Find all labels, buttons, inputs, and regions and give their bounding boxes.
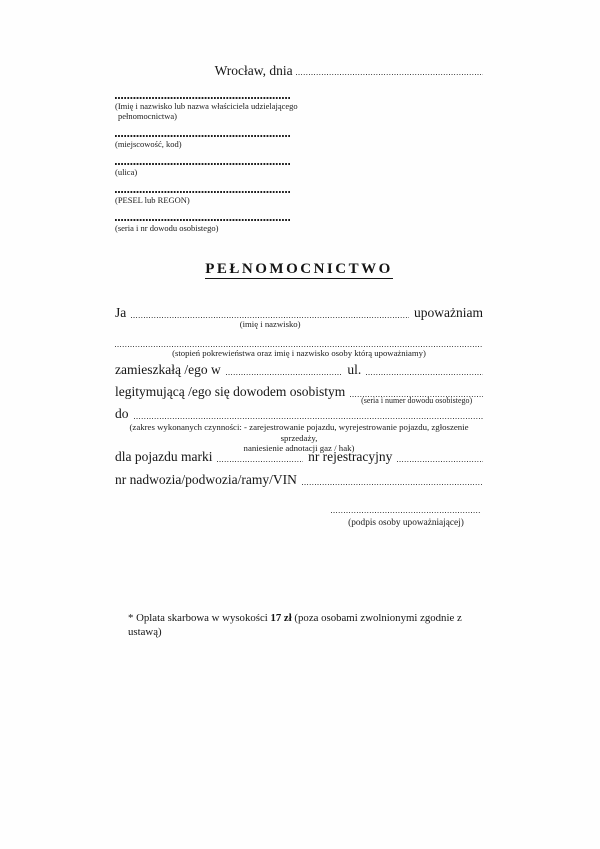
grantor-name-inline-fill bbox=[131, 316, 409, 329]
residence-street-fill bbox=[366, 373, 483, 375]
scope-prefix: do bbox=[115, 406, 129, 421]
signature-hint: (podpis osoby upoważniającej) bbox=[348, 518, 464, 528]
vehicle-line bbox=[115, 447, 483, 466]
stamp-duty-amount: 17 zł bbox=[270, 612, 292, 624]
city-postcode-field bbox=[115, 135, 483, 149]
date-line bbox=[115, 0, 483, 79]
city-postcode-fill-line bbox=[115, 135, 290, 137]
pesel-regon-field bbox=[115, 191, 483, 205]
grantor-name-field bbox=[115, 97, 483, 121]
signature-block bbox=[331, 511, 481, 529]
pesel-regon-label: (PESEL lub REGON) bbox=[115, 195, 190, 205]
id-card-field bbox=[115, 219, 483, 233]
signature-fill-line bbox=[331, 511, 481, 513]
identity-hint: (seria i numer dowodu osobistego) bbox=[361, 396, 473, 405]
stamp-duty-prefix: * Oplata skarbowa w wysokości bbox=[128, 612, 271, 624]
identity-prefix: legitymującą /ego się dowodem osobistym bbox=[115, 384, 346, 399]
vehicle-make-prefix: dla pojazdu marki bbox=[115, 449, 213, 464]
residence-city-fill bbox=[226, 373, 343, 375]
scope-hint-line1: (zakres wykonanych czynności: - zarejestrowanie pojazdu, wyrejestrowanie pojazdu, zgłoszenie sprzedaży, bbox=[129, 422, 469, 443]
vin-prefix: nr nadwozia/podwozia/ramy/VIN bbox=[115, 472, 297, 487]
vin-line bbox=[115, 470, 483, 489]
grantor-prefix: Ja bbox=[115, 305, 127, 320]
grantor-name-fill-line bbox=[115, 97, 290, 99]
scope-line bbox=[115, 404, 483, 453]
residence-prefix: zamieszkałą /ego w bbox=[115, 362, 221, 377]
stamp-duty-note bbox=[128, 611, 483, 639]
vin-fill bbox=[302, 483, 483, 485]
grantor-name-hint: (imię i nazwisko) bbox=[239, 319, 301, 329]
stamp-duty-suffix: (poza osobami zwolnionymi zgodnie z ustawą) bbox=[128, 612, 462, 638]
city-date-label: Wrocław, dnia bbox=[214, 63, 293, 78]
scope-hint-line2: naniesienie adnotacji gaz / hak) bbox=[243, 443, 355, 453]
identity-document-line bbox=[115, 382, 483, 405]
document-body bbox=[115, 303, 483, 639]
registration-fill bbox=[397, 460, 483, 462]
grantor-name-label: (Imię i nazwisko lub nazwa właściciela udzielającego pełnomocnictwa) bbox=[115, 101, 298, 121]
date-fill-line bbox=[296, 73, 483, 75]
registration-label: nr rejestracyjny bbox=[308, 449, 393, 464]
street-abbrev-label: ul. bbox=[347, 362, 362, 377]
street-field bbox=[115, 163, 483, 177]
pesel-regon-fill-line bbox=[115, 191, 290, 193]
identity-fill bbox=[350, 395, 483, 405]
city-postcode-label: (miejscowość, kod) bbox=[115, 139, 182, 149]
grantor-line bbox=[115, 303, 483, 329]
scope-fill bbox=[134, 417, 484, 419]
id-card-label: (seria i nr dowodu osobistego) bbox=[115, 223, 219, 233]
residence-line bbox=[115, 360, 483, 379]
authorized-person-fill bbox=[115, 345, 483, 358]
street-fill-line bbox=[115, 163, 290, 165]
authorized-person-line bbox=[115, 332, 483, 358]
street-label: (ulica) bbox=[115, 167, 138, 177]
document-title: PEŁNOMOCNICTWO bbox=[205, 261, 393, 277]
id-card-fill-line bbox=[115, 219, 290, 221]
vehicle-make-fill bbox=[217, 460, 303, 462]
grantor-details-block bbox=[115, 97, 483, 233]
grantor-suffix: upoważniam bbox=[414, 305, 483, 320]
document-content bbox=[115, 0, 483, 639]
authorized-person-hint: (stopień pokrewieństwa oraz imię i nazwisko osoby którą upoważniamy) bbox=[172, 348, 426, 358]
